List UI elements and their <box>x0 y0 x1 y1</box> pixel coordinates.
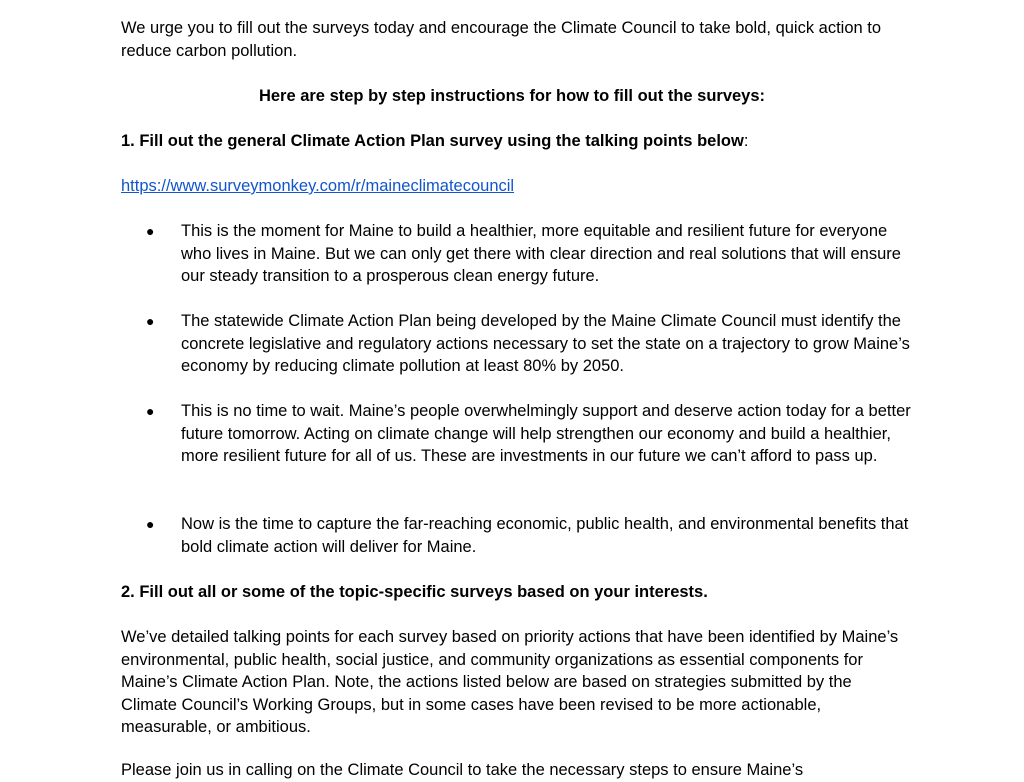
step1-label: 1. Fill out the general Climate Action Plan survey using the talking points below <box>121 132 744 150</box>
step2-paragraph: We’ve detailed talking points for each survey based on priority actions that have been identified by Maine’s environmental, public health, social justice, and community organizations as essential components for Maine’s Climate Action Plan. Note, the actions listed below are based on strategies submitted by the Climate Council’s Working Groups, but in some cases have been revised to be more actionable, measurable, or ambitious. <box>121 628 899 736</box>
bullet-text: Now is the time to capture the far-reaching economic, public health, and environmental benefits that bold climate action will deliver for Maine. <box>181 515 909 556</box>
bullet-icon: ● <box>146 223 155 239</box>
cutoff-paragraph: Please join us in calling on the Climate Council to take the necessary steps to ensure Maine’s <box>121 761 804 779</box>
bullet-icon: ● <box>146 516 155 532</box>
step2-heading: 2. Fill out all or some of the topic-specific surveys based on your interests. <box>121 583 708 601</box>
intro-paragraph: We urge you to fill out the surveys today and encourage the Climate Council to take bold, quick action to reduce carbon pollution. <box>121 19 882 60</box>
instructions-heading: Here are step by step instructions for how to fill out the surveys: <box>258 87 766 105</box>
bullet-icon: ● <box>146 313 155 329</box>
bullet-text: This is the moment for Maine to build a healthier, more equitable and resilient future for everyone who lives in Maine. But we can only get there with clear direction and real solutions that will ensure our steady transition to a prosperous clean energy future. <box>181 222 901 285</box>
survey-link-line <box>121 175 911 198</box>
survey-link[interactable]: https://www.surveymonkey.com/r/maineclimatecouncil <box>121 177 515 195</box>
bullet-text: The statewide Climate Action Plan being developed by the Maine Climate Council must identify the concrete legislative and regulatory actions necessary to set the state on a trajectory to grow Maine’s economy by reducing climate pollution at least 80% by 2050. <box>181 312 910 375</box>
bullet-text: This is no time to wait. Maine’s people overwhelmingly support and deserve action today for a better future tomorrow. Acting on climate change will help strengthen our economy and build a healthier, more resilient future for all of us. These are investments in our future we can’t afford to pass up. <box>181 402 911 465</box>
bullet-icon: ● <box>146 403 155 419</box>
step1-heading <box>121 130 911 153</box>
step1-colon: : <box>743 132 749 150</box>
